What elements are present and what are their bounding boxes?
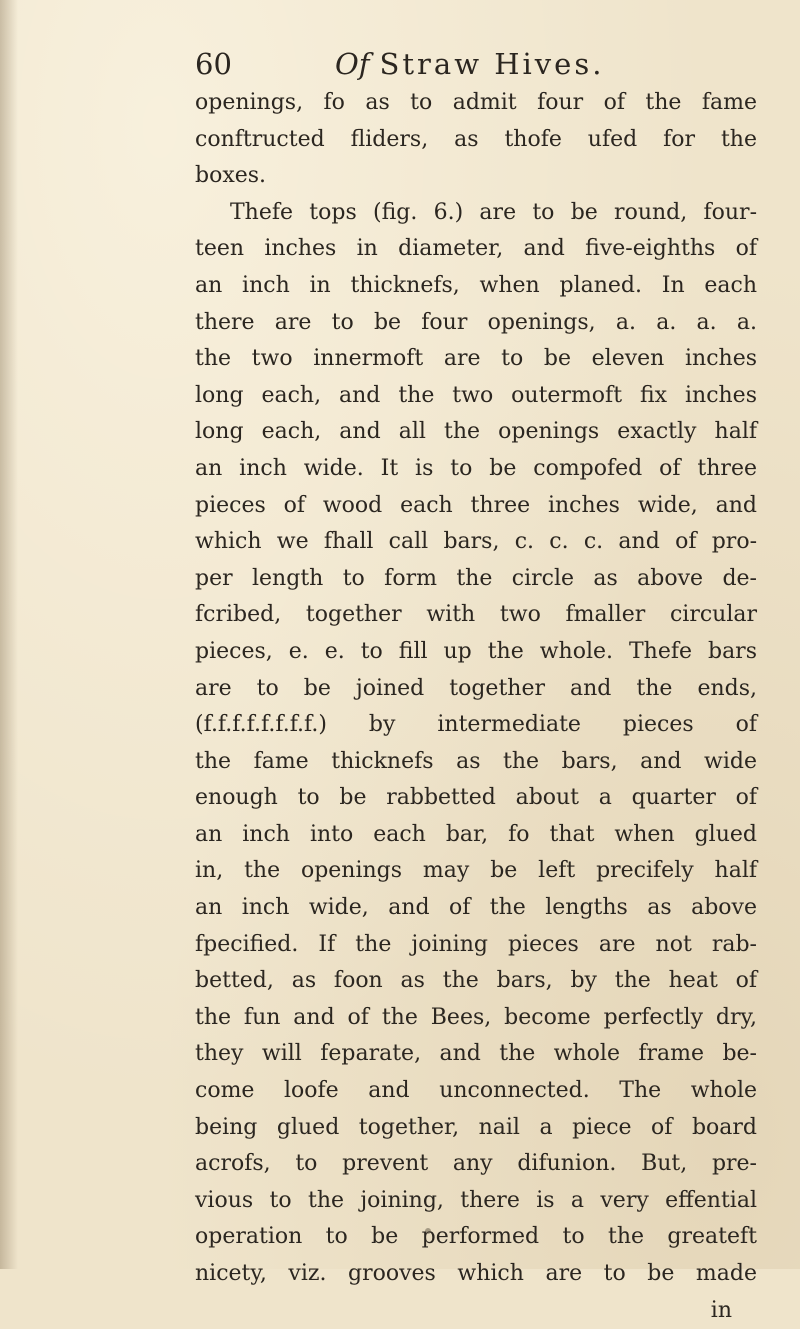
page-gutter-shadow (0, 0, 18, 1269)
text-line: an inch in thicknefs, when planed. In each (195, 272, 757, 298)
running-title-text: Straw Hives. (379, 47, 605, 81)
text-line: fpecified. If the joining pieces are not rab- (195, 931, 757, 957)
text-line: enough to be rabbetted about a quarter of (195, 785, 757, 811)
text-line: pieces of wood each three inches wide, and (195, 492, 757, 518)
text-line: which we fhall call bars, c. c. c. and of pro- (195, 529, 757, 555)
text-line: operation to be performed to the greateft (195, 1224, 757, 1250)
text-line: boxes. (195, 163, 267, 189)
text-line: in (710, 1297, 732, 1323)
text-line: the fame thicknefs as the bars, and wide (195, 748, 757, 774)
text-line: in, the openings may be left precifely half (195, 858, 757, 884)
text-line: an inch wide. It is to be compofed of three (195, 455, 757, 481)
text-line: being glued together, nail a piece of board (195, 1114, 757, 1140)
running-title (335, 44, 604, 84)
text-line: they will feparate, and the whole frame be- (195, 1041, 757, 1067)
text-line: long each, and all the openings exactly half (195, 419, 757, 445)
text-line: openings, fo as to admit four of the fame (195, 90, 757, 115)
text-line: fcribed, together with two fmaller circular (195, 602, 757, 628)
text-line: conftructed fliders, as thofe ufed for the (195, 126, 757, 152)
text-line: there are to be four openings, a. a. a. a. (195, 309, 757, 335)
text-line: Thefe tops (fig. 6.) are to be round, four- (230, 199, 757, 225)
text-line: an inch into each bar, fo that when glued (195, 821, 757, 847)
text-line: come loofe and unconnected. The whole (195, 1078, 757, 1104)
text-line: vious to the joining, there is a very effential (195, 1187, 757, 1213)
text-line: teen inches in diameter, and five-eighths of (195, 236, 757, 262)
text-line: (f.f.f.f.f.f.f.f.) by intermediate pieces of (195, 712, 757, 738)
text-line: betted, as foon as the bars, by the heat of (195, 968, 757, 994)
text-line: per length to form the circle as above de- (195, 565, 757, 591)
text-line: are to be joined together and the ends, (195, 675, 757, 701)
text-line: acrofs, to prevent any difunion. But, pre- (195, 1151, 757, 1177)
text-line: pieces, e. e. to fill up the whole. Thefe bars (195, 638, 757, 664)
running-header (195, 44, 755, 84)
text-line: nicety, viz. grooves which are to be made (195, 1261, 757, 1286)
text-line: the two innermoft are to be eleven inches (195, 346, 757, 372)
text-line: the fun and of the Bees, become perfectly dry, (195, 1004, 757, 1030)
text-line: long each, and the two outermoft fix inches (195, 382, 757, 408)
body-text (195, 85, 757, 1329)
page-number: 60 (195, 47, 232, 81)
ink-smudge (425, 1228, 431, 1234)
running-title-of: Of (335, 47, 370, 81)
text-line: an inch wide, and of the lengths as above (195, 895, 757, 921)
